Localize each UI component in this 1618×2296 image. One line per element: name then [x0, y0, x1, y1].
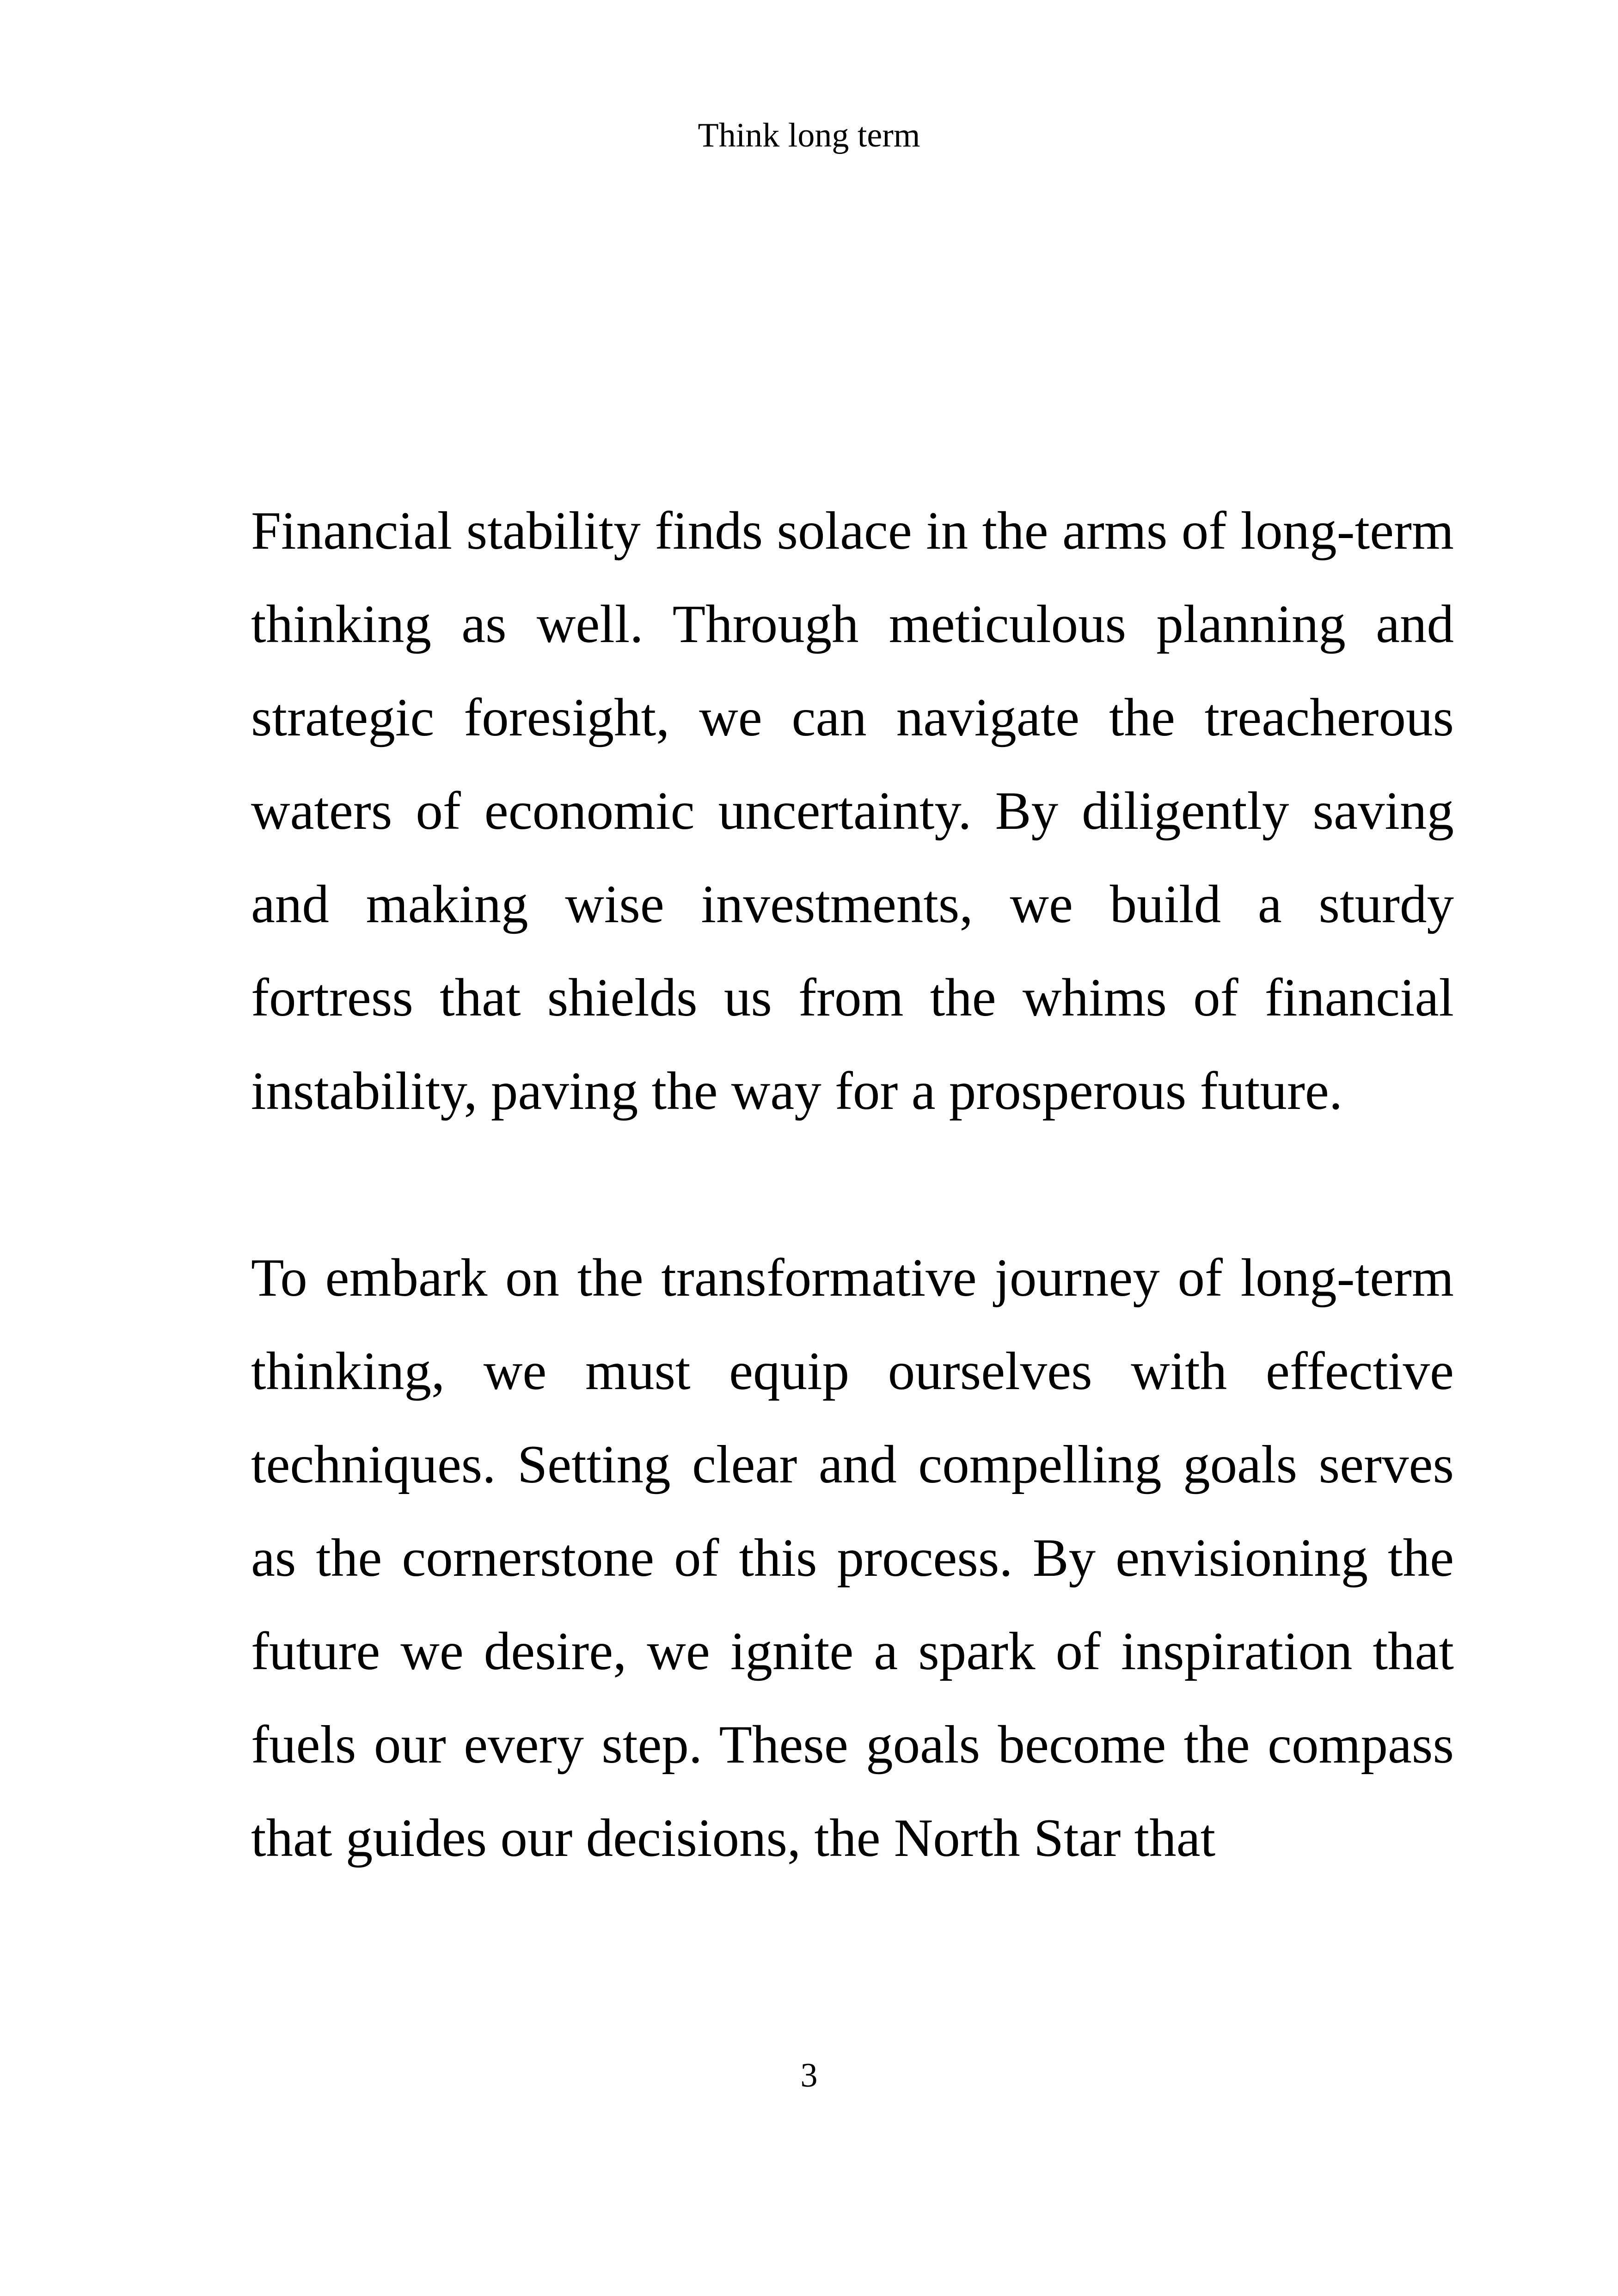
running-header-title: Think long term: [698, 116, 920, 154]
page-number: 3: [800, 2057, 818, 2094]
body-text: [251, 484, 1454, 1885]
paragraph-long-term-techniques: To embark on the transformative journey of long-term thinking, we must equip ourselves with effective techniques. Setting clear and compelling goals serves as the cornerstone of this process. By envisioning the future we desire, we ignite a spark of inspiration that fuels our every step. These goals become the compass that guides our decisions, the North Star that: [251, 1248, 1454, 1868]
paragraph-financial-stability: Financial stability finds solace in the arms of long-term thinking as well. Through meticulous planning and strategic foresight, we can navigate the treacherous waters of economic uncertainty. By diligently saving and making wise investments, we build a sturdy fortress that shields us from the whims of financial instability, paving the way for a prosperous future.: [251, 501, 1454, 1121]
